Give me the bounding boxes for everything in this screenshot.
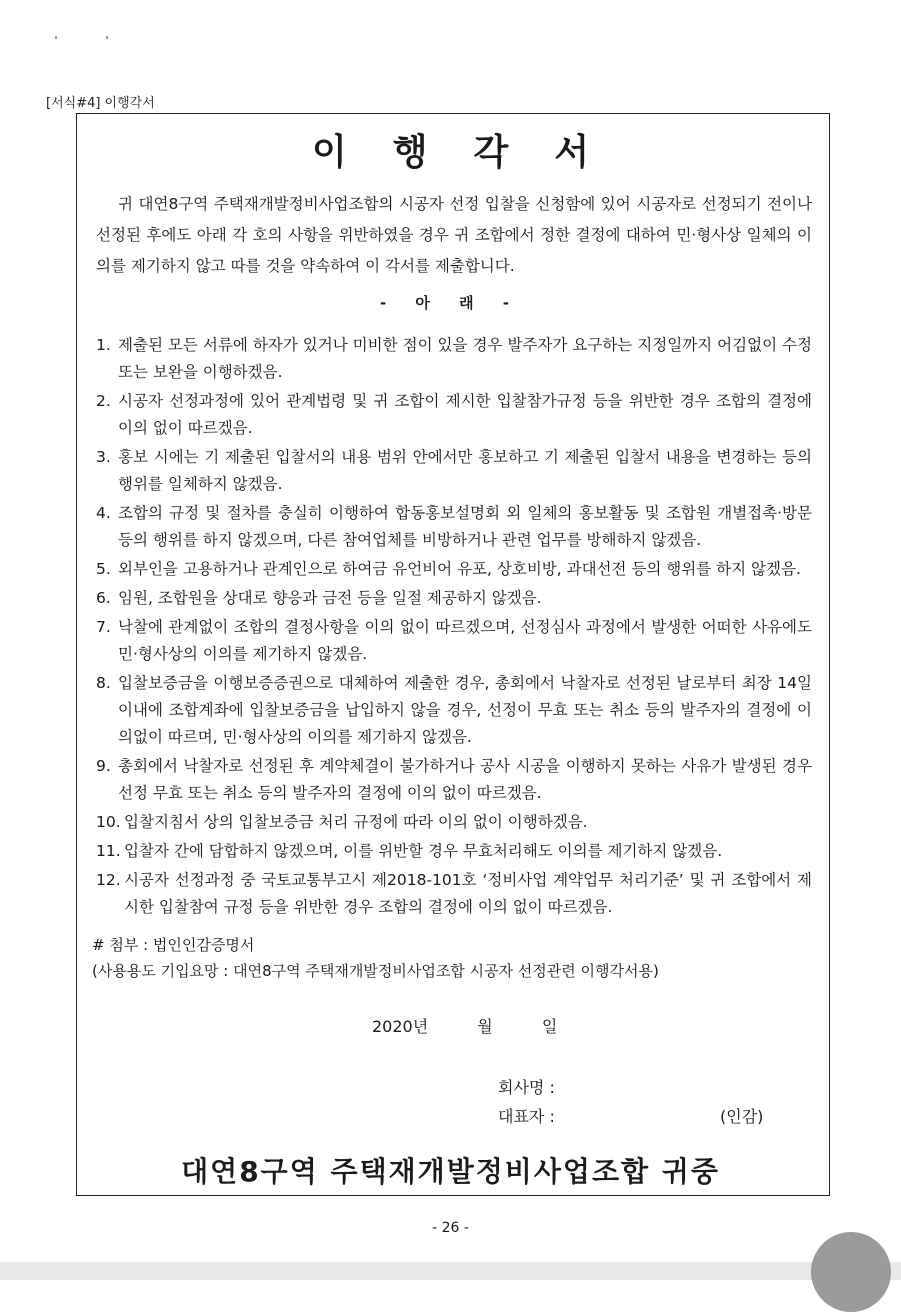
pledge-list — [96, 332, 812, 923]
pledge-text: 임원, 조합원을 상대로 향응과 금전 등을 일절 제공하지 않겠음. — [118, 589, 542, 607]
pledge-number: 7. — [96, 618, 111, 636]
pledge-item — [96, 585, 812, 612]
scan-mark — [106, 36, 108, 39]
scroll-circle-button[interactable] — [811, 1232, 891, 1312]
date-month: 월 — [477, 1017, 493, 1036]
pledge-text: 시공자 선정과정에 있어 관계법령 및 귀 조합이 제시한 입찰참가규정 등을 위반한 경우 조합의 결정에 이의 없이 따르겠음. — [118, 392, 812, 437]
pledge-number: 9. — [96, 757, 111, 775]
pledge-item — [96, 867, 812, 921]
pledge-number: 4. — [96, 504, 111, 522]
pledge-item — [96, 500, 812, 554]
intro-paragraph: 귀 대연8구역 주택재개발정비사업조합의 시공자 선정 입찰을 신청함에 있어 시공자로 선정되기 전이나 선정된 후에도 아래 각 호의 사항을 위반하였을 경우 귀 조합에서 정한 결정에 대하여 민·형사상 일체의 이의를 제기하지 않고 따를 것을 약속하여 이 각서를 제출합니다. — [96, 195, 812, 275]
date-line — [372, 1014, 601, 1037]
pledge-item — [96, 332, 812, 386]
document-title: 이행각서 — [311, 132, 636, 173]
pledge-item — [96, 444, 812, 498]
pledge-text: 낙찰에 관계없이 조합의 결정사항을 이의 없이 따르겠으며, 선정심사 과정에서 발생한 어떠한 사유에도 민·형사상의 이의를 제기하지 않겠음. — [118, 618, 812, 663]
page-number: - 26 - — [432, 1220, 469, 1236]
pledge-text: 조합의 규정 및 절차를 충실히 이행하여 합동홍보설명회 외 일체의 홍보활동 및 조합원 개별접촉·방문 등의 행위를 하지 않겠으며, 다른 참여업체를 비방하거나 관련 업무를 방해하지 않겠음. — [118, 504, 812, 549]
seal-label: (인감) — [720, 1107, 764, 1126]
pledge-text: 시공자 선정과정 중 국토교통부고시 제2018-101호 ‘정비사업 계약업무 처리기준’ 및 귀 조합에서 제시한 입찰참여 규정 등을 위반한 경우 조합의 결정에 이의 없이 따르겠음. — [124, 871, 812, 916]
pledge-item — [96, 556, 812, 583]
date-year: 2020년 — [372, 1017, 429, 1036]
scan-mark — [55, 36, 57, 39]
pledge-item — [96, 809, 812, 836]
addressee: 대연8구역 주택재개발정비사업조합 귀중 — [181, 1155, 720, 1188]
pledge-number: 6. — [96, 589, 111, 607]
pledge-item — [96, 838, 812, 865]
representative-label: 대표자 : — [498, 1107, 555, 1126]
pledge-item — [96, 388, 812, 442]
pledge-number: 8. — [96, 674, 111, 692]
pledge-item — [96, 753, 812, 807]
attachment-note: # 첨부 : 법인인감증명서 — [92, 936, 255, 954]
usage-note: (사용용도 기입요망 : 대연8구역 주택재개발정비사업조합 시공자 선정관련 이행각서용) — [92, 962, 659, 980]
pledge-text: 입찰자 간에 담합하지 않겠으며, 이를 위반할 경우 무효처리해도 이의를 제기하지 않겠음. — [124, 842, 723, 860]
pledge-number: 11. — [96, 842, 121, 860]
pledge-number: 10. — [96, 813, 121, 831]
pledge-text: 입찰보증금을 이행보증증권으로 대체하여 제출한 경우, 총회에서 낙찰자로 선정된 날로부터 최장 14일 이내에 조합계좌에 입찰보증금을 납입하지 않을 경우, 선정이 무효 또는 취소 등의 발주자의 결정에 이의없이 따르며, 민·형사상의 이의를 제기하지 않겠음. — [118, 674, 812, 746]
pledge-text: 제출된 모든 서류에 하자가 있거나 미비한 점이 있을 경우 발주자가 요구하는 지정일까지 어김없이 수정 또는 보완을 이행하겠음. — [118, 336, 812, 381]
pledge-number: 2. — [96, 392, 111, 410]
company-name-label: 회사명 : — [498, 1078, 555, 1097]
pledge-number: 3. — [96, 448, 111, 466]
pledge-text: 홍보 시에는 기 제출된 입찰서의 내용 범위 안에서만 홍보하고 기 제출된 입찰서 내용을 변경하는 등의 행위를 일체하지 않겠음. — [118, 448, 812, 493]
notice-heading: - 아 래 - — [379, 294, 522, 312]
form-label: [서식#4] 이행각서 — [46, 96, 155, 111]
pledge-number: 12. — [96, 871, 121, 889]
pledge-number: 1. — [96, 336, 111, 354]
page-bottom-shade — [0, 1262, 901, 1280]
pledge-text: 총회에서 낙찰자로 선정된 후 계약체결이 불가하거나 공사 시공을 이행하지 못하는 사유가 발생된 경우 선정 무효 또는 취소 등의 발주자의 결정에 이의 없이 따르겠음. — [118, 757, 812, 802]
pledge-text: 외부인을 고용하거나 관계인으로 하여금 유언비어 유포, 상호비방, 과대선전 등의 행위를 하지 않겠음. — [118, 560, 801, 578]
pledge-item — [96, 614, 812, 668]
pledge-number: 5. — [96, 560, 111, 578]
pledge-item — [96, 670, 812, 751]
pledge-text: 입찰지침서 상의 입찰보증금 처리 규정에 따라 이의 없이 이행하겠음. — [124, 813, 588, 831]
date-day: 일 — [541, 1017, 558, 1036]
